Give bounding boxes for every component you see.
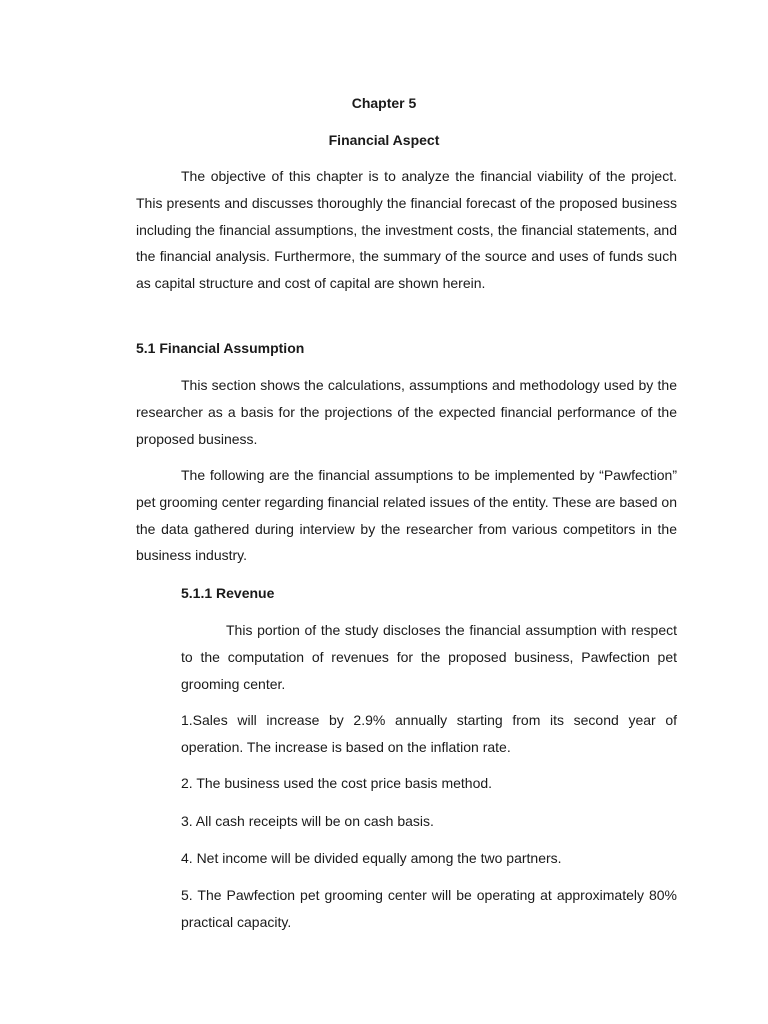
section-heading-5-1: 5.1 Financial Assumption [136,340,305,356]
assumption-item: 3. All cash receipts will be on cash basis. [181,813,434,829]
section-heading-5-1-1: 5.1.1 Revenue [181,585,275,601]
chapter-subtitle: Financial Aspect [328,132,440,148]
assumption-item: 2. The business used the cost price basis method. [181,775,493,791]
section-5-1-paragraph-1: This section shows the calculations, assumptions and methodology used by the researcher as a basis for the projections of the expected financial performance of the proposed business. [136,377,677,447]
assumption-item: 1.Sales will increase by 2.9% annually starting from its second year of operation. The increase is based on the inflation rate. [181,712,677,755]
intro-paragraph: The objective of this chapter is to analyze the financial viability of the project. This presents and discusses thoroughly the financial forecast of the proposed business including the financial assumptions, the investment costs, the financial statements, and the financial analysis. Furthermore, the summary of the source and uses of funds such as capital structure and cost of capital are shown herein. [136,168,677,292]
chapter-title: Chapter 5 [351,95,417,111]
section-5-1-1-paragraph: This portion of the study discloses the financial assumption with respect to the computation of revenues for the proposed business, Pawfection pet grooming center. [181,622,677,692]
assumption-item: 5. The Pawfection pet grooming center will be operating at approximately 80% practical capacity. [181,887,677,930]
assumption-item: 4. Net income will be divided equally among the two partners. [181,850,562,866]
section-5-1-paragraph-2: The following are the financial assumptions to be implemented by “Pawfection” pet grooming center regarding financial related issues of the entity. These are based on the data gathered during interview by the researcher from various competitors in the business industry. [136,467,677,564]
